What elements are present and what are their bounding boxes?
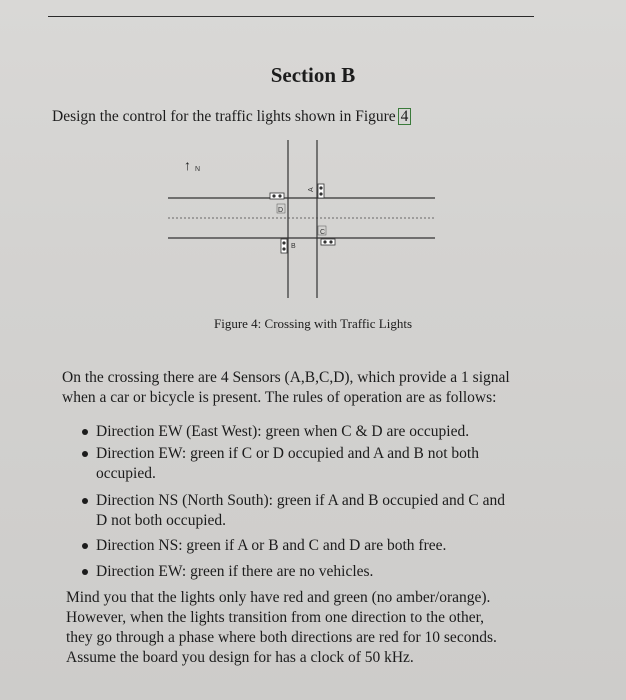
intro-text	[52, 108, 411, 126]
rule-item	[78, 422, 505, 442]
light-lamp-icon	[319, 186, 322, 189]
paragraph-line: when a car or bicycle is present. The rules of operation are as follows:	[62, 389, 497, 406]
rule-line: D not both occupied.	[96, 512, 227, 529]
section-title: Section B	[270, 63, 356, 87]
north-label: N	[195, 166, 201, 173]
rule-line: Direction EW: green if there are no vehicles.	[96, 563, 374, 580]
figure-caption: Figure 4: Crossing with Traffic Lights	[213, 316, 413, 331]
rule-line: Direction NS (North South): green if A and B occupied and C and	[96, 492, 505, 509]
traffic-light-icon	[321, 239, 335, 245]
paragraph-line: However, when the lights transition from one direction to the other,	[66, 609, 485, 626]
crossing-diagram	[160, 140, 450, 305]
rules-list	[78, 422, 505, 582]
paragraph-line: Assume the board you design for has a clock of 50 kHz.	[66, 649, 414, 666]
paragraph-line: Mind you that the lights only have red and green (no amber/orange).	[66, 589, 491, 606]
paragraph-line: they go through a phase where both directions are red for 10 seconds.	[66, 629, 497, 646]
north-arrow-icon: ↑	[184, 159, 191, 174]
sensor-d-label: D	[278, 207, 284, 214]
intro-sentence: Design the control for the traffic lights shown in Figure	[52, 108, 396, 125]
light-lamp-icon	[323, 240, 326, 243]
traffic-light-icon	[281, 239, 287, 253]
top-rule	[48, 16, 534, 17]
rule-item	[78, 536, 505, 556]
rule-item	[78, 491, 505, 531]
light-lamp-icon	[319, 192, 322, 195]
rule-item	[78, 444, 505, 484]
paragraph-timing	[66, 588, 497, 668]
rule-line: Direction NS: green if A or B and C and D are both free.	[96, 537, 447, 554]
traffic-light-icon	[318, 184, 324, 198]
light-lamp-icon	[329, 240, 332, 243]
rule-line: occupied.	[96, 465, 156, 482]
sensor-c-label: C	[320, 229, 326, 236]
light-lamp-icon	[272, 194, 275, 197]
sensor-b-label: B	[291, 243, 296, 250]
rule-line: Direction EW: green if C or D occupied and A and B not both	[96, 445, 479, 462]
paragraph-sensors	[62, 368, 510, 408]
paragraph-line: On the crossing there are 4 Sensors (A,B,C,D), which provide a 1 signal	[62, 369, 510, 386]
figure-ref-link[interactable]: 4	[398, 108, 412, 125]
traffic-light-icon	[270, 193, 284, 199]
light-lamp-icon	[278, 194, 281, 197]
light-lamp-icon	[282, 241, 285, 244]
light-lamp-icon	[282, 247, 285, 250]
rule-item	[78, 562, 505, 582]
rule-line: Direction EW (East West): green when C & D are occupied.	[96, 423, 470, 440]
sensor-a-label: A	[308, 187, 315, 192]
